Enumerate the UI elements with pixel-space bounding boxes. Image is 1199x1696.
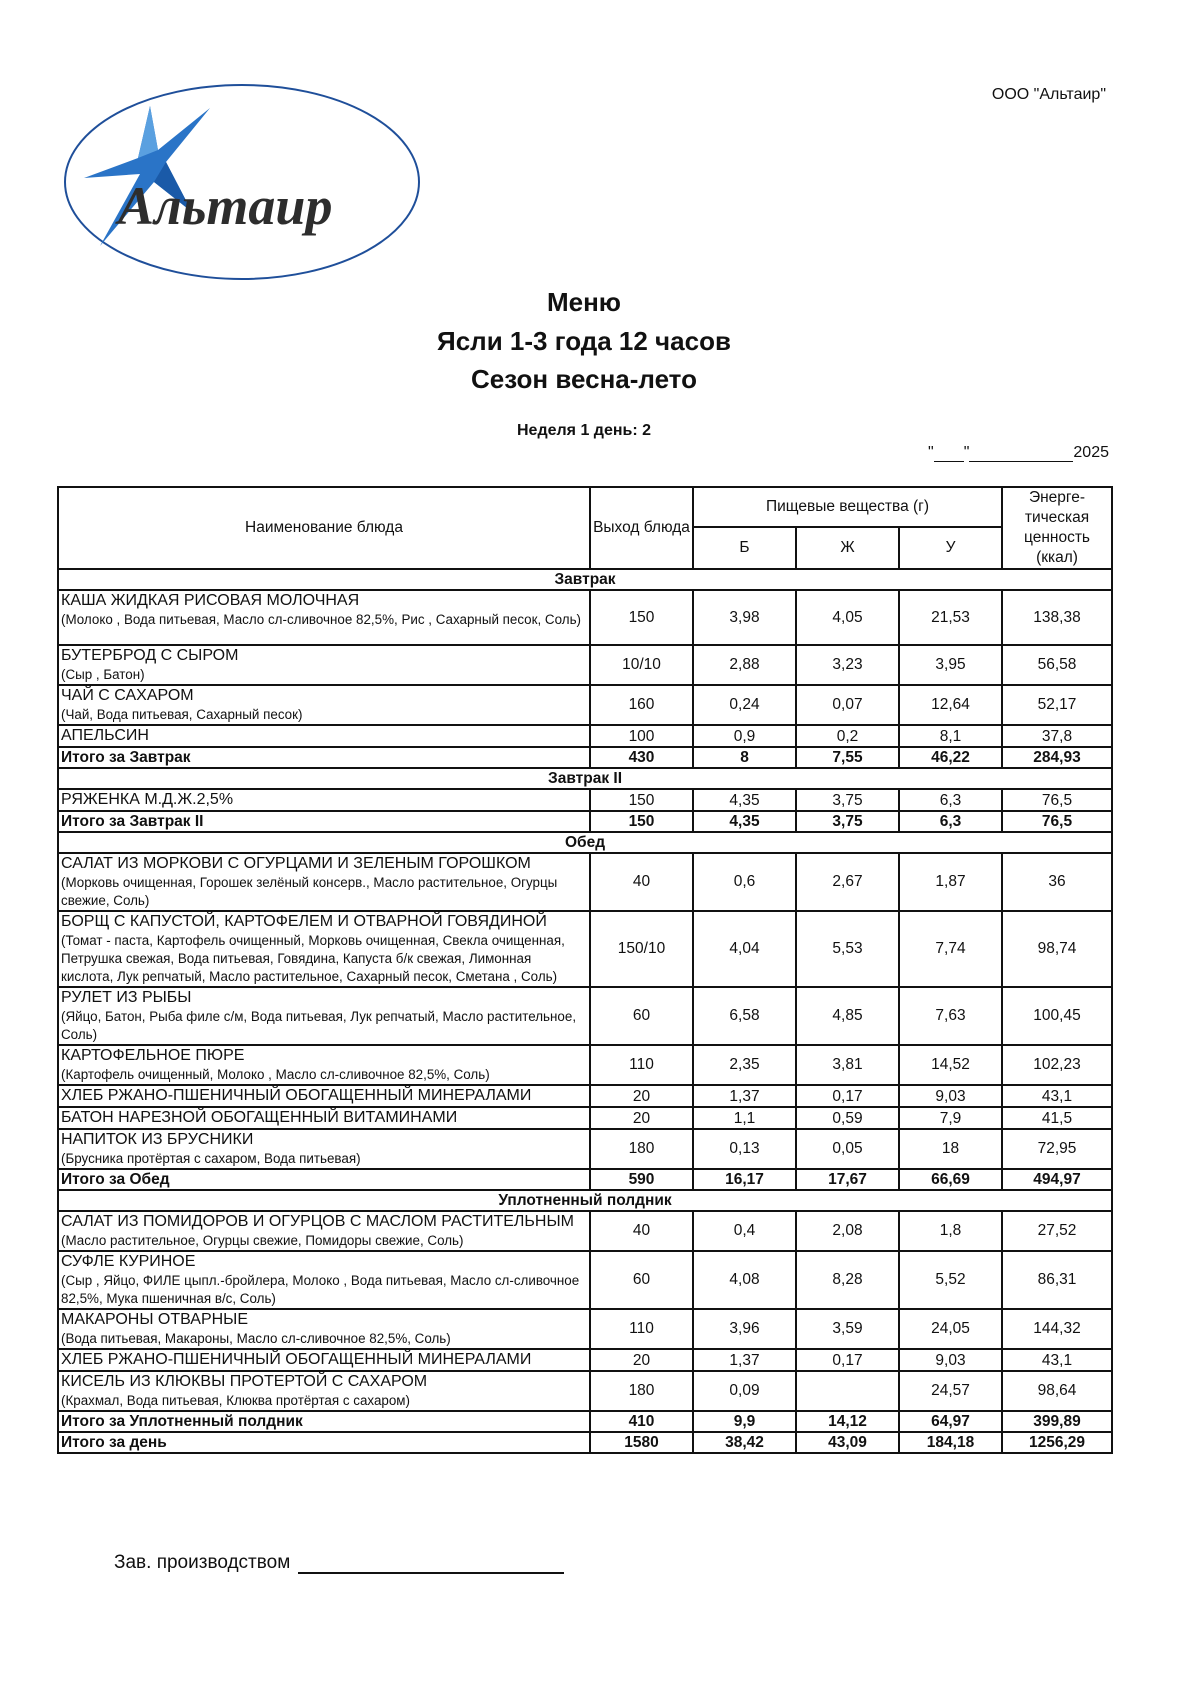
dish-row xyxy=(58,1349,1112,1371)
dish-u: 3,95 xyxy=(899,645,1002,685)
company-name: ООО "Альтаир" xyxy=(991,86,1106,103)
dish-b: 4,04 xyxy=(693,911,796,987)
dish-out: 150 xyxy=(590,789,693,811)
menu-table-body xyxy=(58,569,1112,1453)
dish-cell xyxy=(58,1045,590,1085)
altair-logo xyxy=(62,82,422,282)
section-total-label: Итого за Завтрак II xyxy=(58,811,590,832)
dish-u: 8,1 xyxy=(899,725,1002,747)
dish-row xyxy=(58,1309,1112,1349)
section-title: Обед xyxy=(58,832,1112,853)
dish-out: 110 xyxy=(590,1045,693,1085)
dish-ingredients: (Крахмал, Вода питьевая, Клюква протёртая с сахаром) xyxy=(61,1393,410,1408)
signature-line xyxy=(298,1554,564,1574)
dish-name: КАША ЖИДКАЯ РИСОВАЯ МОЛОЧНАЯ xyxy=(61,592,360,609)
dish-kcal: 36 xyxy=(1002,853,1112,911)
dish-kcal: 27,52 xyxy=(1002,1211,1112,1251)
day-total-zh: 43,09 xyxy=(796,1432,899,1453)
dish-b: 6,58 xyxy=(693,987,796,1045)
dish-row xyxy=(58,1085,1112,1107)
dish-kcal: 41,5 xyxy=(1002,1107,1112,1129)
day-total-kcal: 1256,29 xyxy=(1002,1432,1112,1453)
dish-out: 160 xyxy=(590,685,693,725)
dish-row xyxy=(58,1251,1112,1309)
dish-ingredients: (Масло растительное, Огурцы свежие, Помидоры свежие, Соль) xyxy=(61,1233,464,1248)
dish-cell xyxy=(58,853,590,911)
section-total-kcal: 494,97 xyxy=(1002,1169,1112,1190)
section-total-out: 590 xyxy=(590,1169,693,1190)
dish-zh: 0,59 xyxy=(796,1107,899,1129)
dish-kcal: 98,74 xyxy=(1002,911,1112,987)
dish-kcal: 43,1 xyxy=(1002,1085,1112,1107)
dish-ingredients: (Картофель очищенный, Молоко , Масло сл-сливочное 82,5%, Соль) xyxy=(61,1067,490,1082)
dish-b: 0,6 xyxy=(693,853,796,911)
dish-ingredients: (Чай, Вода питьевая, Сахарный песок) xyxy=(61,707,303,722)
date-year: 2025 xyxy=(1073,444,1109,461)
dish-name: НАПИТОК ИЗ БРУСНИКИ xyxy=(61,1131,254,1148)
section-total-zh: 17,67 xyxy=(796,1169,899,1190)
dish-zh: 8,28 xyxy=(796,1251,899,1309)
header-carbs: У xyxy=(899,527,1002,569)
header-output: Выход блюда xyxy=(590,487,693,569)
dish-out: 10/10 xyxy=(590,645,693,685)
dish-cell xyxy=(58,987,590,1045)
dish-name: КАРТОФЕЛЬНОЕ ПЮРЕ xyxy=(61,1047,245,1064)
page-subtitle-season: Сезон весна-лето xyxy=(471,364,697,394)
section-total-b: 16,17 xyxy=(693,1169,796,1190)
dish-b: 0,13 xyxy=(693,1129,796,1169)
section-total-kcal: 284,93 xyxy=(1002,747,1112,768)
dish-cell xyxy=(58,1211,590,1251)
dish-b: 3,98 xyxy=(693,590,796,645)
dish-out: 100 xyxy=(590,725,693,747)
dish-ingredients: (Морковь очищенная, Горошек зелёный консерв., Масло растительное, Огурцы свежие, Соль) xyxy=(61,875,558,908)
dish-out: 20 xyxy=(590,1085,693,1107)
section-total-row xyxy=(58,747,1112,768)
dish-zh: 0,17 xyxy=(796,1085,899,1107)
page-title: Меню xyxy=(546,287,622,317)
header-energy: Энерге-тическая ценность (ккал) xyxy=(1002,487,1112,569)
section-total-u: 46,22 xyxy=(899,747,1002,768)
dish-ingredients: (Сыр , Батон) xyxy=(61,667,145,682)
dish-b: 1,37 xyxy=(693,1349,796,1371)
header-dish-name: Наименование блюда xyxy=(58,487,590,569)
dish-kcal: 138,38 xyxy=(1002,590,1112,645)
dish-cell xyxy=(58,1129,590,1169)
dish-b: 4,35 xyxy=(693,789,796,811)
dish-cell xyxy=(58,1085,590,1107)
section-total-b: 4,35 xyxy=(693,811,796,832)
section-total-kcal: 399,89 xyxy=(1002,1411,1112,1432)
section-total-u: 66,69 xyxy=(899,1169,1002,1190)
dish-b: 1,1 xyxy=(693,1107,796,1129)
dish-cell xyxy=(58,911,590,987)
dish-name: СУФЛЕ КУРИНОЕ xyxy=(61,1253,196,1270)
dish-ingredients: (Сыр , Яйцо, ФИЛЕ цыпл.-бройлера, Молоко , Вода питьевая, Масло сл-сливочное 82,5%, Мука пшеничная в/с, Соль) xyxy=(61,1273,580,1306)
dish-kcal: 72,95 xyxy=(1002,1129,1112,1169)
dish-zh: 3,59 xyxy=(796,1309,899,1349)
date-open-quote: " xyxy=(928,444,934,461)
section-total-row xyxy=(58,1169,1112,1190)
dish-u: 7,9 xyxy=(899,1107,1002,1129)
dish-name: РУЛЕТ ИЗ РЫБЫ xyxy=(61,989,192,1006)
dish-kcal: 144,32 xyxy=(1002,1309,1112,1349)
dish-u: 14,52 xyxy=(899,1045,1002,1085)
dish-row xyxy=(58,1129,1112,1169)
section-total-out: 430 xyxy=(590,747,693,768)
dish-u: 9,03 xyxy=(899,1085,1002,1107)
dish-zh: 0,07 xyxy=(796,685,899,725)
section-total-zh: 7,55 xyxy=(796,747,899,768)
dish-zh: 2,08 xyxy=(796,1211,899,1251)
logo-text: Альтаир xyxy=(118,176,333,236)
dish-u: 7,74 xyxy=(899,911,1002,987)
dish-zh: 4,05 xyxy=(796,590,899,645)
dish-out: 40 xyxy=(590,853,693,911)
page-subtitle-group: Ясли 1-3 года 12 часов xyxy=(437,326,731,356)
dish-out: 60 xyxy=(590,987,693,1045)
section-title: Завтрак xyxy=(58,569,1112,590)
dish-out: 150 xyxy=(590,590,693,645)
dish-name: САЛАТ ИЗ МОРКОВИ С ОГУРЦАМИ И ЗЕЛЕНЫМ ГОРОШКОМ xyxy=(61,855,531,872)
dish-zh: 0,05 xyxy=(796,1129,899,1169)
dish-b: 0,4 xyxy=(693,1211,796,1251)
section-total-row xyxy=(58,1411,1112,1432)
section-total-out: 410 xyxy=(590,1411,693,1432)
section-total-u: 6,3 xyxy=(899,811,1002,832)
dish-u: 21,53 xyxy=(899,590,1002,645)
dish-kcal: 56,58 xyxy=(1002,645,1112,685)
dish-out: 180 xyxy=(590,1371,693,1411)
dish-row xyxy=(58,911,1112,987)
dish-b: 3,96 xyxy=(693,1309,796,1349)
dish-row xyxy=(58,1371,1112,1411)
dish-cell xyxy=(58,1349,590,1371)
dish-row xyxy=(58,1211,1112,1251)
signature-label: Зав. производством xyxy=(114,1552,291,1573)
dish-ingredients: (Вода питьевая, Макароны, Масло сл-сливочное 82,5%, Соль) xyxy=(61,1331,451,1346)
section-total-label: Итого за Завтрак xyxy=(58,747,590,768)
dish-out: 180 xyxy=(590,1129,693,1169)
dish-name: БАТОН НАРЕЗНОЙ ОБОГАЩЕННЫЙ ВИТАМИНАМИ xyxy=(61,1109,458,1126)
section-total-label: Итого за Уплотненный полдник xyxy=(58,1411,590,1432)
section-header-row xyxy=(58,1190,1112,1211)
dish-cell xyxy=(58,725,590,747)
section-header-row xyxy=(58,569,1112,590)
dish-row xyxy=(58,853,1112,911)
section-total-zh: 3,75 xyxy=(796,811,899,832)
dish-ingredients: (Молоко , Вода питьевая, Масло сл-сливочное 82,5%, Рис , Сахарный песок, Соль) xyxy=(61,612,582,627)
dish-kcal: 98,64 xyxy=(1002,1371,1112,1411)
dish-b: 2,88 xyxy=(693,645,796,685)
section-title: Уплотненный полдник xyxy=(58,1190,1112,1211)
week-day-line: Неделя 1 день: 2 xyxy=(516,422,652,439)
dish-b: 0,09 xyxy=(693,1371,796,1411)
dish-zh: 3,81 xyxy=(796,1045,899,1085)
dish-u: 1,87 xyxy=(899,853,1002,911)
dish-name: ХЛЕБ РЖАНО-ПШЕНИЧНЫЙ ОБОГАЩЕННЫЙ МИНЕРАЛАМИ xyxy=(61,1351,532,1368)
section-total-label: Итого за Обед xyxy=(58,1169,590,1190)
section-total-b: 9,9 xyxy=(693,1411,796,1432)
dish-out: 150/10 xyxy=(590,911,693,987)
header-nutrients: Пищевые вещества (г) xyxy=(693,487,1002,527)
dish-cell xyxy=(58,789,590,811)
dish-b: 4,08 xyxy=(693,1251,796,1309)
dish-u: 24,57 xyxy=(899,1371,1002,1411)
dish-u: 6,3 xyxy=(899,789,1002,811)
date-close-quote: " xyxy=(963,444,970,461)
day-total-row xyxy=(58,1432,1112,1453)
dish-zh: 0,2 xyxy=(796,725,899,747)
dish-b: 0,24 xyxy=(693,685,796,725)
dish-cell xyxy=(58,1371,590,1411)
dish-zh: 4,85 xyxy=(796,987,899,1045)
dish-zh: 5,53 xyxy=(796,911,899,987)
signature-block xyxy=(114,1552,564,1574)
dish-kcal: 100,45 xyxy=(1002,987,1112,1045)
dish-kcal: 52,17 xyxy=(1002,685,1112,725)
dish-cell xyxy=(58,1309,590,1349)
dish-name: МАКАРОНЫ ОТВАРНЫЕ xyxy=(61,1311,249,1328)
section-header-row xyxy=(58,768,1112,789)
dish-out: 60 xyxy=(590,1251,693,1309)
section-total-u: 64,97 xyxy=(899,1411,1002,1432)
dish-b: 2,35 xyxy=(693,1045,796,1085)
dish-row xyxy=(58,685,1112,725)
dish-row xyxy=(58,1045,1112,1085)
day-total-b: 38,42 xyxy=(693,1432,796,1453)
dish-zh: 3,75 xyxy=(796,789,899,811)
dish-name: ХЛЕБ РЖАНО-ПШЕНИЧНЫЙ ОБОГАЩЕННЫЙ МИНЕРАЛАМИ xyxy=(61,1087,532,1104)
dish-kcal: 86,31 xyxy=(1002,1251,1112,1309)
dish-ingredients: (Яйцо, Батон, Рыба филе с/м, Вода питьевая, Лук репчатый, Масло растительное, Соль) xyxy=(61,1009,577,1042)
dish-zh: 3,23 xyxy=(796,645,899,685)
dish-row xyxy=(58,590,1112,645)
dish-row xyxy=(58,645,1112,685)
dish-row xyxy=(58,789,1112,811)
section-title: Завтрак II xyxy=(58,768,1112,789)
dish-zh xyxy=(796,1371,899,1411)
dish-u: 9,03 xyxy=(899,1349,1002,1371)
menu-table xyxy=(57,486,1113,1454)
dish-cell xyxy=(58,685,590,725)
dish-name: БОРЩ С КАПУСТОЙ, КАРТОФЕЛЕМ И ОТВАРНОЙ ГОВЯДИНОЙ xyxy=(61,913,547,930)
dish-kcal: 37,8 xyxy=(1002,725,1112,747)
dish-out: 40 xyxy=(590,1211,693,1251)
section-total-b: 8 xyxy=(693,747,796,768)
dish-ingredients: (Брусника протёртая с сахаром, Вода питьевая) xyxy=(61,1151,361,1166)
header-protein: Б xyxy=(693,527,796,569)
day-total-label: Итого за день xyxy=(58,1432,590,1453)
dish-name: САЛАТ ИЗ ПОМИДОРОВ И ОГУРЦОВ С МАСЛОМ РАСТИТЕЛЬНЫМ xyxy=(61,1213,574,1230)
dish-name: БУТЕРБРОД С СЫРОМ xyxy=(61,647,239,664)
dish-cell xyxy=(58,590,590,645)
dish-row xyxy=(58,987,1112,1045)
dish-zh: 2,67 xyxy=(796,853,899,911)
dish-kcal: 76,5 xyxy=(1002,789,1112,811)
dish-row xyxy=(58,1107,1112,1129)
dish-out: 20 xyxy=(590,1349,693,1371)
date-line xyxy=(928,444,1109,462)
section-total-zh: 14,12 xyxy=(796,1411,899,1432)
section-total-kcal: 76,5 xyxy=(1002,811,1112,832)
dish-cell xyxy=(58,645,590,685)
dish-cell xyxy=(58,1251,590,1309)
dish-zh: 0,17 xyxy=(796,1349,899,1371)
day-total-u: 184,18 xyxy=(899,1432,1002,1453)
dish-u: 5,52 xyxy=(899,1251,1002,1309)
dish-u: 7,63 xyxy=(899,987,1002,1045)
dish-row xyxy=(58,725,1112,747)
dish-name: АПЕЛЬСИН xyxy=(61,727,149,744)
dish-b: 1,37 xyxy=(693,1085,796,1107)
dish-out: 110 xyxy=(590,1309,693,1349)
dish-out: 20 xyxy=(590,1107,693,1129)
dish-name: РЯЖЕНКА М.Д.Ж.2,5% xyxy=(61,791,234,808)
header-fat: Ж xyxy=(796,527,899,569)
section-total-row xyxy=(58,811,1112,832)
dish-u: 24,05 xyxy=(899,1309,1002,1349)
dish-u: 1,8 xyxy=(899,1211,1002,1251)
dish-kcal: 43,1 xyxy=(1002,1349,1112,1371)
dish-u: 18 xyxy=(899,1129,1002,1169)
dish-kcal: 102,23 xyxy=(1002,1045,1112,1085)
dish-name: КИСЕЛЬ ИЗ КЛЮКВЫ ПРОТЕРТОЙ С САХАРОМ xyxy=(61,1373,428,1390)
dish-name: ЧАЙ С САХАРОМ xyxy=(61,687,194,704)
section-total-out: 150 xyxy=(590,811,693,832)
section-header-row xyxy=(58,832,1112,853)
day-total-out: 1580 xyxy=(590,1432,693,1453)
dish-ingredients: (Томат - паста, Картофель очищенный, Морковь очищенная, Свекла очищенная, Петрушка свежая, Вода питьевая, Говядина, Капуста б/к свежая, Лимонная кислота, Лук репчатый, Масло растительное, Сахарный песок, Сметана , Соль) xyxy=(61,933,565,984)
dish-cell xyxy=(58,1107,590,1129)
dish-u: 12,64 xyxy=(899,685,1002,725)
dish-b: 0,9 xyxy=(693,725,796,747)
